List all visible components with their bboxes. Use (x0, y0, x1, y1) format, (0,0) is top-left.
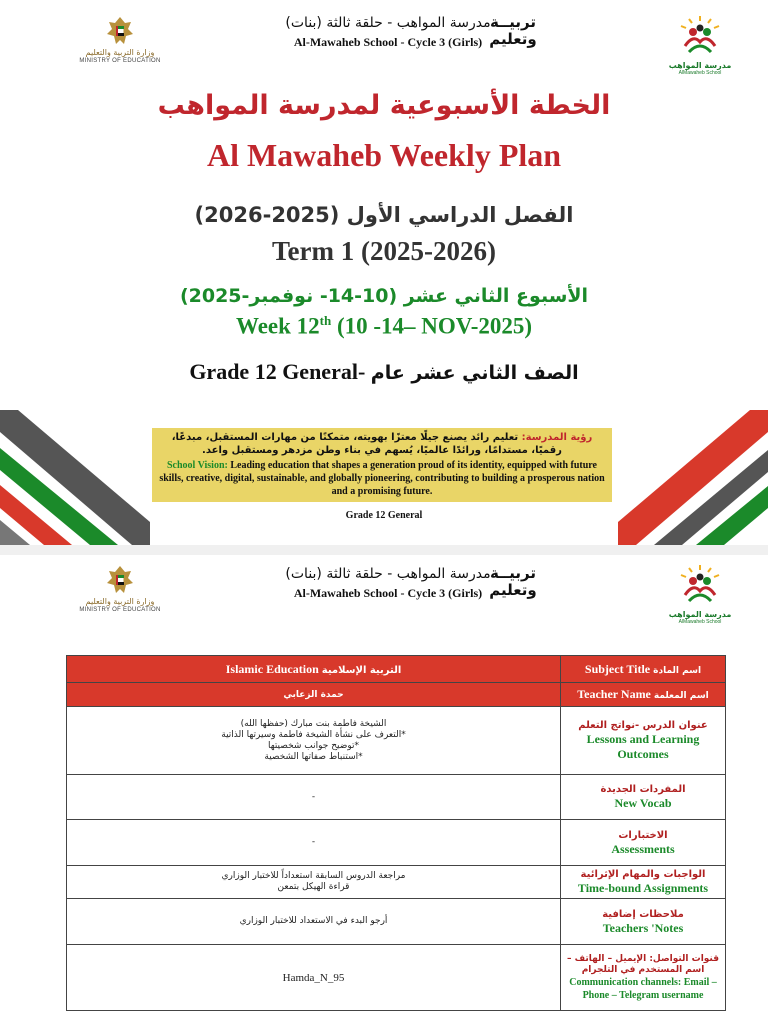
teacher-label-en: Teacher Name (577, 687, 651, 701)
ministry-name-en: MINISTRY OF EDUCATION (79, 58, 161, 64)
school-name-en: Al-Mawaheb School - Cycle 3 (Girls) (293, 586, 483, 600)
communication-content: Hamda_N_95 (67, 945, 561, 1011)
table-row-vocab (67, 775, 726, 820)
assessments-content: - (67, 820, 561, 866)
school-logo-text-ar: مدرسة المواهب (668, 610, 732, 619)
teacher-row (67, 683, 726, 707)
row-label-ar: المفردات الجديدة (600, 784, 686, 795)
tarbiya-line-1: تربيــة (489, 13, 537, 31)
table-row-lessons (67, 707, 726, 775)
vision-ar-text: تعليم رائد يصنع جيلًا معتزًا بهويته، متمكنًا من مهارات المستقبل، مبدعًا، رقميًا، مستدامًا، ورائدًا عالميًا، يُسهم في بناء وطن مزدهر ومستقبل واعد. (171, 432, 562, 456)
row-label-en: Communication channels: Email – Phone – Telegram username (569, 976, 717, 1001)
school-logo-text-en: AlMawaheb School (678, 70, 722, 76)
school-logo-text-en: AlMawaheb School (678, 619, 722, 625)
tarbiya-wordmark (478, 14, 548, 48)
school-logo-text-ar: مدرسة المواهب (668, 61, 732, 70)
row-label-ar: الاختبارات (618, 829, 668, 841)
row-label-en: Lessons and Learning Outcomes (586, 732, 700, 761)
row-label-ar: الواجبات والمهام الإثرائية (580, 869, 706, 880)
vision-ar-label: رؤية المدرسة: (521, 432, 593, 443)
school-name-ar: مدرسة المواهب - حلقة ثالثة (بنات) (285, 566, 491, 582)
notes-label (561, 899, 726, 945)
page-separator (0, 545, 768, 555)
school-name-ar: مدرسة المواهب - حلقة ثالثة (بنات) (285, 15, 491, 31)
vision-en-text: Leading education that shapes a generation proud of its identity, equipped with future skills, creative, digital, sustainable, and globally pioneering, contributing to building a prosperous nation and a promising future. (159, 460, 605, 497)
tarbiya-line-1: تربيــة (489, 564, 537, 582)
school-name-en: Al-Mawaheb School - Cycle 3 (Girls) (293, 35, 483, 49)
assignments-content (67, 866, 561, 899)
week-en (0, 313, 768, 340)
content-line: *التعرف على نشأة الشيخة فاطمة وسيرتها الذاتية (221, 729, 406, 740)
school-logo (660, 14, 740, 76)
subject-row (67, 656, 726, 683)
tarbiya-line-2: وتعليم (489, 30, 537, 48)
subject-value-ar: التربية الإسلامية (321, 664, 402, 676)
row-label-ar: ملاحظات إضافية (602, 908, 684, 920)
plan-title-en: Al Mawaheb Weekly Plan (206, 137, 562, 173)
vision-en-label: School Vision: (167, 460, 228, 471)
tarbiya-line-2: وتعليم (489, 581, 537, 599)
row-label-en: Time-bound Assignments (577, 881, 709, 895)
grade-line (0, 359, 768, 385)
vocab-label (561, 775, 726, 820)
ministry-logo-p2 (60, 563, 180, 613)
lessons-label (561, 707, 726, 775)
teacher-name-value: حمدة الزعابي (67, 683, 561, 707)
grade-ar: الصف الثاني عشر عام (370, 362, 579, 384)
ministry-name-en: MINISTRY OF EDUCATION (79, 607, 161, 613)
plan-title-ar: الخطة الأسبوعية لمدرسة المواهب (157, 90, 611, 121)
table-row-assessments (67, 820, 726, 866)
week-en-number: Week 12 (235, 313, 320, 339)
vision-en (158, 459, 606, 498)
assignments-label (561, 866, 726, 899)
content-line: *استنباط صفاتها الشخصية (264, 751, 363, 762)
week-en-suffix: th (319, 313, 332, 328)
subject-label (561, 656, 726, 683)
uae-emblem-icon (103, 563, 137, 597)
school-vision-box (152, 428, 612, 502)
subject-value (67, 656, 561, 683)
table-row-assignments (67, 866, 726, 899)
vision-ar (158, 431, 606, 457)
teacher-label-ar: اسم المعلمة (653, 691, 709, 701)
ministry-logo (60, 14, 180, 64)
subject-label-en: Subject Title (584, 661, 651, 676)
content-line: الشيخة فاطمة بنت مبارك (حفظها الله) (240, 718, 387, 729)
row-label-en: Assessments (611, 841, 675, 856)
lessons-content (67, 707, 561, 775)
page-footer-grade: Grade 12 General (345, 510, 423, 521)
school-emblem-icon (675, 14, 725, 56)
content-line: قراءة الهيكل بتمعن (277, 882, 350, 892)
left-flag-stripes (0, 410, 150, 545)
school-emblem-icon (675, 563, 725, 605)
weekly-plan-table (66, 655, 726, 1011)
row-label-en: New Vocab (614, 796, 672, 810)
ministry-name-ar: وزارة التربية والتعليم (85, 597, 155, 606)
content-line: مراجعة الدروس السابقة استعداداً للاختبار الوزاري (221, 871, 406, 881)
row-label-ar: قنوات التواصل: الإيميل – الهاتف – اسم المستخدم في التلجرام (567, 953, 719, 975)
table-row-communication (67, 945, 726, 1011)
term-en: Term 1 (2025-2026) (272, 236, 496, 266)
week-en-dates: (10 -14– NOV-2025) (331, 313, 533, 339)
row-label-ar: عنوان الدرس -نواتج التعلم (578, 720, 708, 731)
school-logo-p2 (660, 563, 740, 625)
week-ar: الأسبوع الثاني عشر (10-14- نوفمبر-2025) (179, 285, 589, 307)
teacher-label (561, 683, 726, 707)
notes-content: أرجو البدء في الاستعداد للاختبار الوزاري (67, 899, 561, 945)
ministry-name-ar: وزارة التربية والتعليم (85, 48, 155, 57)
tarbiya-wordmark-p2 (478, 565, 548, 599)
term-ar: الفصل الدراسي الأول (2025-2026) (194, 203, 574, 227)
table-row-notes (67, 899, 726, 945)
content-line: *توضيح جوانب شخصيتها (267, 740, 360, 751)
subject-value-en: Islamic Education (225, 661, 319, 676)
grade-en: Grade 12 General- (189, 359, 366, 384)
communication-label (561, 945, 726, 1011)
subject-label-ar: اسم المادة (653, 665, 702, 676)
assessments-label (561, 820, 726, 866)
uae-emblem-icon (103, 14, 137, 48)
row-label-en: Teachers 'Notes (602, 920, 684, 935)
vocab-content: - (67, 775, 561, 820)
right-flag-stripes (618, 410, 768, 545)
